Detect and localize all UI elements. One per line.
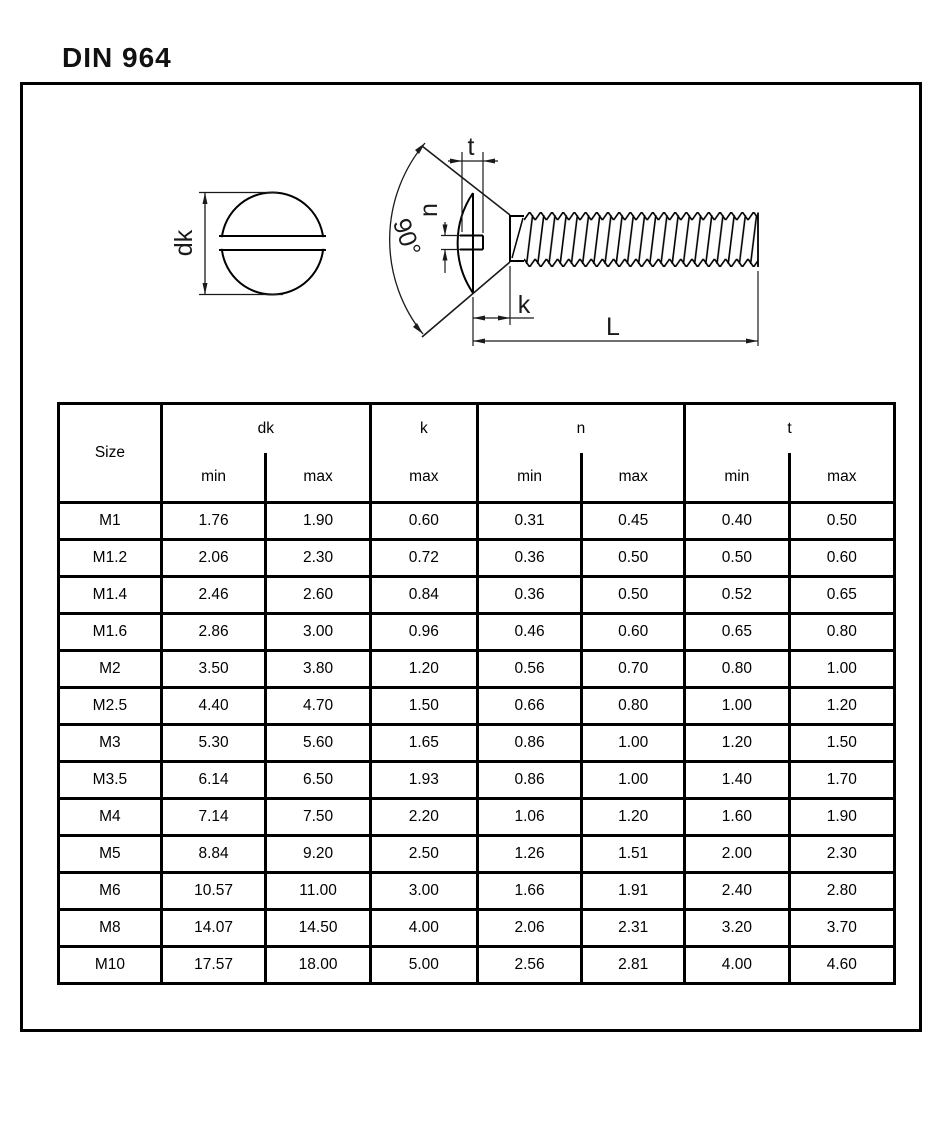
value-cell: 3.00: [370, 873, 477, 910]
header-t-min: min: [685, 453, 790, 503]
value-cell: 1.26: [477, 836, 582, 873]
value-cell: 1.50: [789, 725, 894, 762]
value-cell: 2.50: [370, 836, 477, 873]
size-cell: M3: [59, 725, 162, 762]
value-cell: 4.00: [685, 947, 790, 984]
value-cell: 2.06: [161, 540, 266, 577]
value-cell: 4.00: [370, 910, 477, 947]
value-cell: 1.93: [370, 762, 477, 799]
value-cell: 6.50: [266, 762, 371, 799]
table-row: [59, 651, 895, 688]
size-cell: M1.4: [59, 577, 162, 614]
header-group-t: t: [685, 404, 895, 454]
value-cell: 4.70: [266, 688, 371, 725]
value-cell: 0.52: [685, 577, 790, 614]
header-dk-max: max: [266, 453, 371, 503]
value-cell: 11.00: [266, 873, 371, 910]
value-cell: 0.50: [582, 540, 685, 577]
value-cell: 0.70: [582, 651, 685, 688]
page-title: DIN 964: [62, 42, 172, 73]
size-cell: M2.5: [59, 688, 162, 725]
n-label: n: [415, 203, 443, 217]
value-cell: 1.20: [582, 799, 685, 836]
size-cell: M1: [59, 503, 162, 540]
value-cell: 0.86: [477, 725, 582, 762]
value-cell: 2.46: [161, 577, 266, 614]
l-label: L: [606, 313, 620, 341]
value-cell: 0.84: [370, 577, 477, 614]
table-row: [59, 910, 895, 947]
value-cell: 1.00: [685, 688, 790, 725]
value-cell: 0.50: [685, 540, 790, 577]
value-cell: 2.56: [477, 947, 582, 984]
value-cell: 0.80: [789, 614, 894, 651]
size-cell: M8: [59, 910, 162, 947]
value-cell: 5.30: [161, 725, 266, 762]
value-cell: 0.80: [685, 651, 790, 688]
value-cell: 0.50: [582, 577, 685, 614]
value-cell: 1.06: [477, 799, 582, 836]
value-cell: 0.86: [477, 762, 582, 799]
value-cell: 1.90: [789, 799, 894, 836]
value-cell: 2.40: [685, 873, 790, 910]
value-cell: 0.36: [477, 540, 582, 577]
value-cell: 17.57: [161, 947, 266, 984]
header-k-max: max: [370, 453, 477, 503]
size-cell: M1.2: [59, 540, 162, 577]
value-cell: 1.20: [370, 651, 477, 688]
value-cell: 2.81: [582, 947, 685, 984]
value-cell: 7.50: [266, 799, 371, 836]
size-cell: M5: [59, 836, 162, 873]
table-body: [59, 503, 895, 984]
size-cell: M10: [59, 947, 162, 984]
k-label: k: [517, 291, 531, 319]
value-cell: 3.20: [685, 910, 790, 947]
value-cell: 0.40: [685, 503, 790, 540]
value-cell: 3.50: [161, 651, 266, 688]
value-cell: 18.00: [266, 947, 371, 984]
table-row: [59, 614, 895, 651]
value-cell: 0.65: [685, 614, 790, 651]
value-cell: 2.20: [370, 799, 477, 836]
value-cell: 0.72: [370, 540, 477, 577]
header-group-k: k: [370, 404, 477, 454]
value-cell: 0.65: [789, 577, 894, 614]
value-cell: 1.91: [582, 873, 685, 910]
value-cell: 1.20: [685, 725, 790, 762]
header-n-max: max: [582, 453, 685, 503]
size-cell: M6: [59, 873, 162, 910]
header-size: Size: [94, 444, 125, 461]
value-cell: 3.70: [789, 910, 894, 947]
size-cell: M1.6: [59, 614, 162, 651]
table-row: [59, 836, 895, 873]
value-cell: 1.40: [685, 762, 790, 799]
value-cell: 1.00: [582, 762, 685, 799]
value-cell: 0.96: [370, 614, 477, 651]
value-cell: 1.20: [789, 688, 894, 725]
value-cell: 7.14: [161, 799, 266, 836]
value-cell: 1.60: [685, 799, 790, 836]
table-row: [59, 503, 895, 540]
table-row: [59, 725, 895, 762]
value-cell: 0.66: [477, 688, 582, 725]
header-t-max: max: [789, 453, 894, 503]
value-cell: 1.65: [370, 725, 477, 762]
value-cell: 5.00: [370, 947, 477, 984]
table-row: [59, 577, 895, 614]
value-cell: 14.07: [161, 910, 266, 947]
value-cell: 2.31: [582, 910, 685, 947]
value-cell: 1.66: [477, 873, 582, 910]
value-cell: 2.06: [477, 910, 582, 947]
value-cell: 2.60: [266, 577, 371, 614]
size-cell: M4: [59, 799, 162, 836]
value-cell: 2.30: [266, 540, 371, 577]
header-n-min: min: [477, 453, 582, 503]
value-cell: 9.20: [266, 836, 371, 873]
value-cell: 0.60: [582, 614, 685, 651]
table-row: [59, 873, 895, 910]
value-cell: 10.57: [161, 873, 266, 910]
value-cell: 0.46: [477, 614, 582, 651]
angle-label: 90°: [386, 214, 427, 260]
table-row: [59, 540, 895, 577]
value-cell: 4.60: [789, 947, 894, 984]
value-cell: 0.80: [582, 688, 685, 725]
dimension-table: [57, 402, 896, 985]
dk-label: dk: [170, 229, 198, 257]
table-row: [59, 947, 895, 984]
value-cell: 8.84: [161, 836, 266, 873]
table-header: [59, 404, 895, 503]
table-row: [59, 762, 895, 799]
value-cell: 1.00: [789, 651, 894, 688]
header-group-dk: dk: [161, 404, 370, 454]
value-cell: 0.50: [789, 503, 894, 540]
value-cell: 1.70: [789, 762, 894, 799]
value-cell: 0.36: [477, 577, 582, 614]
value-cell: 1.50: [370, 688, 477, 725]
value-cell: 0.31: [477, 503, 582, 540]
value-cell: 2.30: [789, 836, 894, 873]
value-cell: 2.86: [161, 614, 266, 651]
value-cell: 0.60: [789, 540, 894, 577]
value-cell: 6.14: [161, 762, 266, 799]
table-row: [59, 688, 895, 725]
value-cell: 14.50: [266, 910, 371, 947]
header-dk-min: min: [161, 453, 266, 503]
value-cell: 1.90: [266, 503, 371, 540]
t-label: t: [467, 133, 475, 161]
size-cell: M2: [59, 651, 162, 688]
value-cell: 4.40: [161, 688, 266, 725]
value-cell: 0.60: [370, 503, 477, 540]
value-cell: 0.56: [477, 651, 582, 688]
value-cell: 0.45: [582, 503, 685, 540]
header-group-n: n: [477, 404, 684, 454]
value-cell: 1.51: [582, 836, 685, 873]
value-cell: 3.00: [266, 614, 371, 651]
value-cell: 3.80: [266, 651, 371, 688]
value-cell: 2.00: [685, 836, 790, 873]
value-cell: 1.00: [582, 725, 685, 762]
value-cell: 5.60: [266, 725, 371, 762]
value-cell: 2.80: [789, 873, 894, 910]
size-cell: M3.5: [59, 762, 162, 799]
value-cell: 1.76: [161, 503, 266, 540]
table-row: [59, 799, 895, 836]
